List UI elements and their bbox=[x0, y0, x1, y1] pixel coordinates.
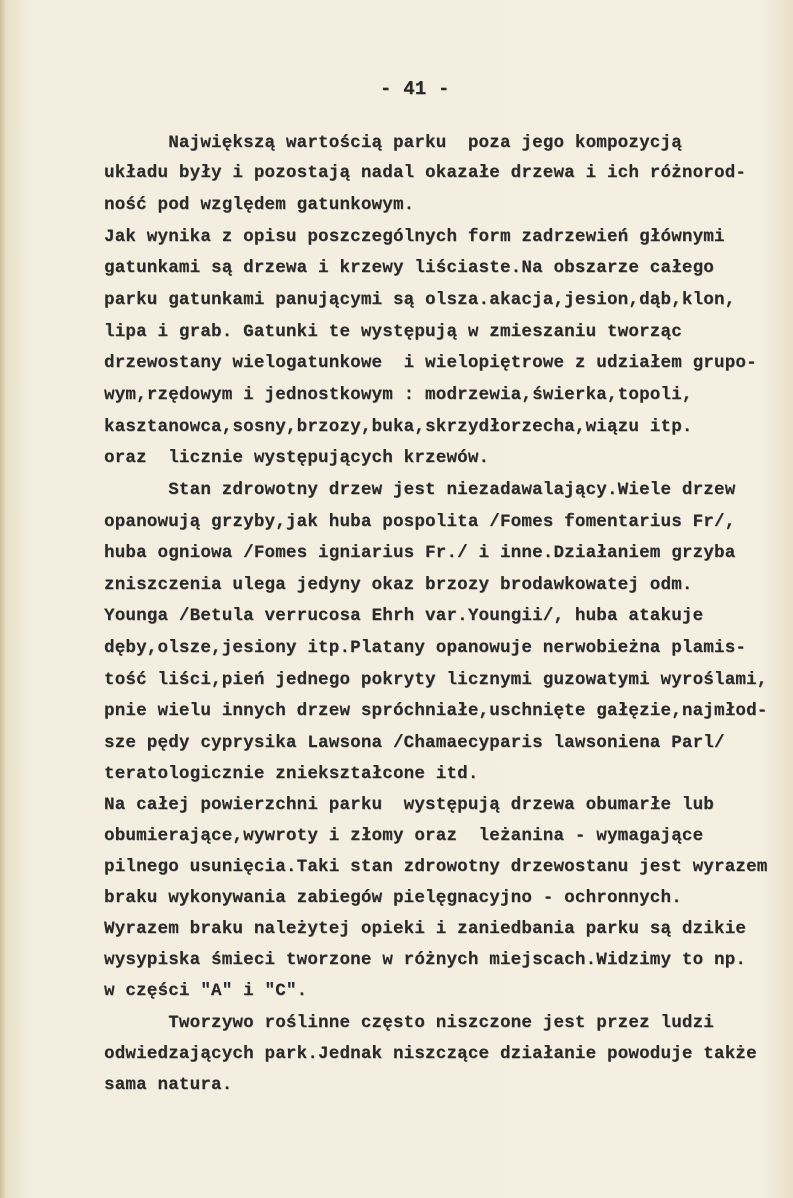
page-edge-shadow bbox=[0, 0, 6, 1198]
text-line: Tworzywo roślinne często niszczone jest przez ludzi bbox=[104, 1013, 714, 1033]
text-line: układu były i pozostają nadal okazałe drzewa i ich różnorod- bbox=[104, 163, 747, 183]
text-line: obumierające,wywroty i złomy oraz leżanina - wymagające bbox=[104, 826, 704, 846]
text-line: pnie wielu innych drzew spróchniałe,uschnięte gałęzie,najmłod- bbox=[104, 701, 768, 721]
text-line: gatunkami są drzewa i krzewy liściaste.Na obszarze całego bbox=[104, 258, 714, 278]
text-line: wym,rzędowym i jednostkowym : modrzewia,świerka,topoli, bbox=[104, 385, 693, 405]
text-line: Jak wynika z opisu poszczególnych form zadrzewień głównymi bbox=[104, 227, 725, 247]
text-line: pilnego usunięcia.Taki stan zdrowotny drzewostanu jest wyrazem bbox=[104, 857, 768, 877]
text-line: lipa i grab. Gatunki te występują w zmieszaniu tworząc bbox=[104, 322, 682, 342]
text-line: Younga /Betula verrucosa Ehrh var.Youngii/, huba atakuje bbox=[104, 606, 704, 626]
text-line: wysypiska śmieci tworzone w różnych miejscach.Widzimy to np. bbox=[104, 950, 747, 970]
text-line: teratologicznie zniekształcone itd. bbox=[104, 764, 479, 784]
text-line: ność pod względem gatunkowym. bbox=[104, 195, 415, 215]
text-line: sama natura. bbox=[104, 1075, 233, 1095]
text-line: braku wykonywania zabiegów pielęgnacyjno - ochronnych. bbox=[104, 888, 682, 908]
text-line: tość liści,pień jednego pokryty licznymi guzowatymi wyroślami, bbox=[104, 670, 768, 690]
text-line: dęby,olsze,jesiony itp.Platany opanowuje nerwobieżna plamis- bbox=[104, 638, 747, 658]
text-line: Największą wartością parku poza jego kompozycją bbox=[104, 133, 682, 153]
text-line: drzewostany wielogatunkowe i wielopiętrowe z udziałem grupo- bbox=[104, 353, 757, 373]
text-line: parku gatunkami panującymi są olsza.akacja,jesion,dąb,klon, bbox=[104, 290, 736, 310]
text-line: Wyrazem braku należytej opieki i zaniedbania parku są dzikie bbox=[104, 919, 747, 939]
text-line: sze pędy cyprysika Lawsona /Chamaecyparis lawsoniena Parl/ bbox=[104, 733, 725, 753]
text-line: w części "A" i "C". bbox=[104, 981, 308, 1001]
text-line: Na całej powierzchni parku występują drzewa obumarłe lub bbox=[104, 795, 714, 815]
text-line: oraz licznie występujących krzewów. bbox=[104, 448, 490, 468]
text-line: Stan zdrowotny drzew jest niezadawalający.Wiele drzew bbox=[104, 480, 736, 500]
text-line: kasztanowca,sosny,brzozy,buka,skrzydłorzecha,wiązu itp. bbox=[104, 417, 693, 437]
text-line: opanowują grzyby,jak huba pospolita /Fomes fomentarius Fr/, bbox=[104, 512, 736, 532]
page-number: - 41 - bbox=[380, 78, 450, 100]
text-line: huba ogniowa /Fomes igniarius Fr./ i inne.Działaniem grzyba bbox=[104, 543, 736, 563]
text-line: zniszczenia ulega jedyny okaz brzozy brodawkowatej odm. bbox=[104, 575, 693, 595]
text-line: odwiedzających park.Jednak niszczące działanie powoduje także bbox=[104, 1044, 757, 1064]
